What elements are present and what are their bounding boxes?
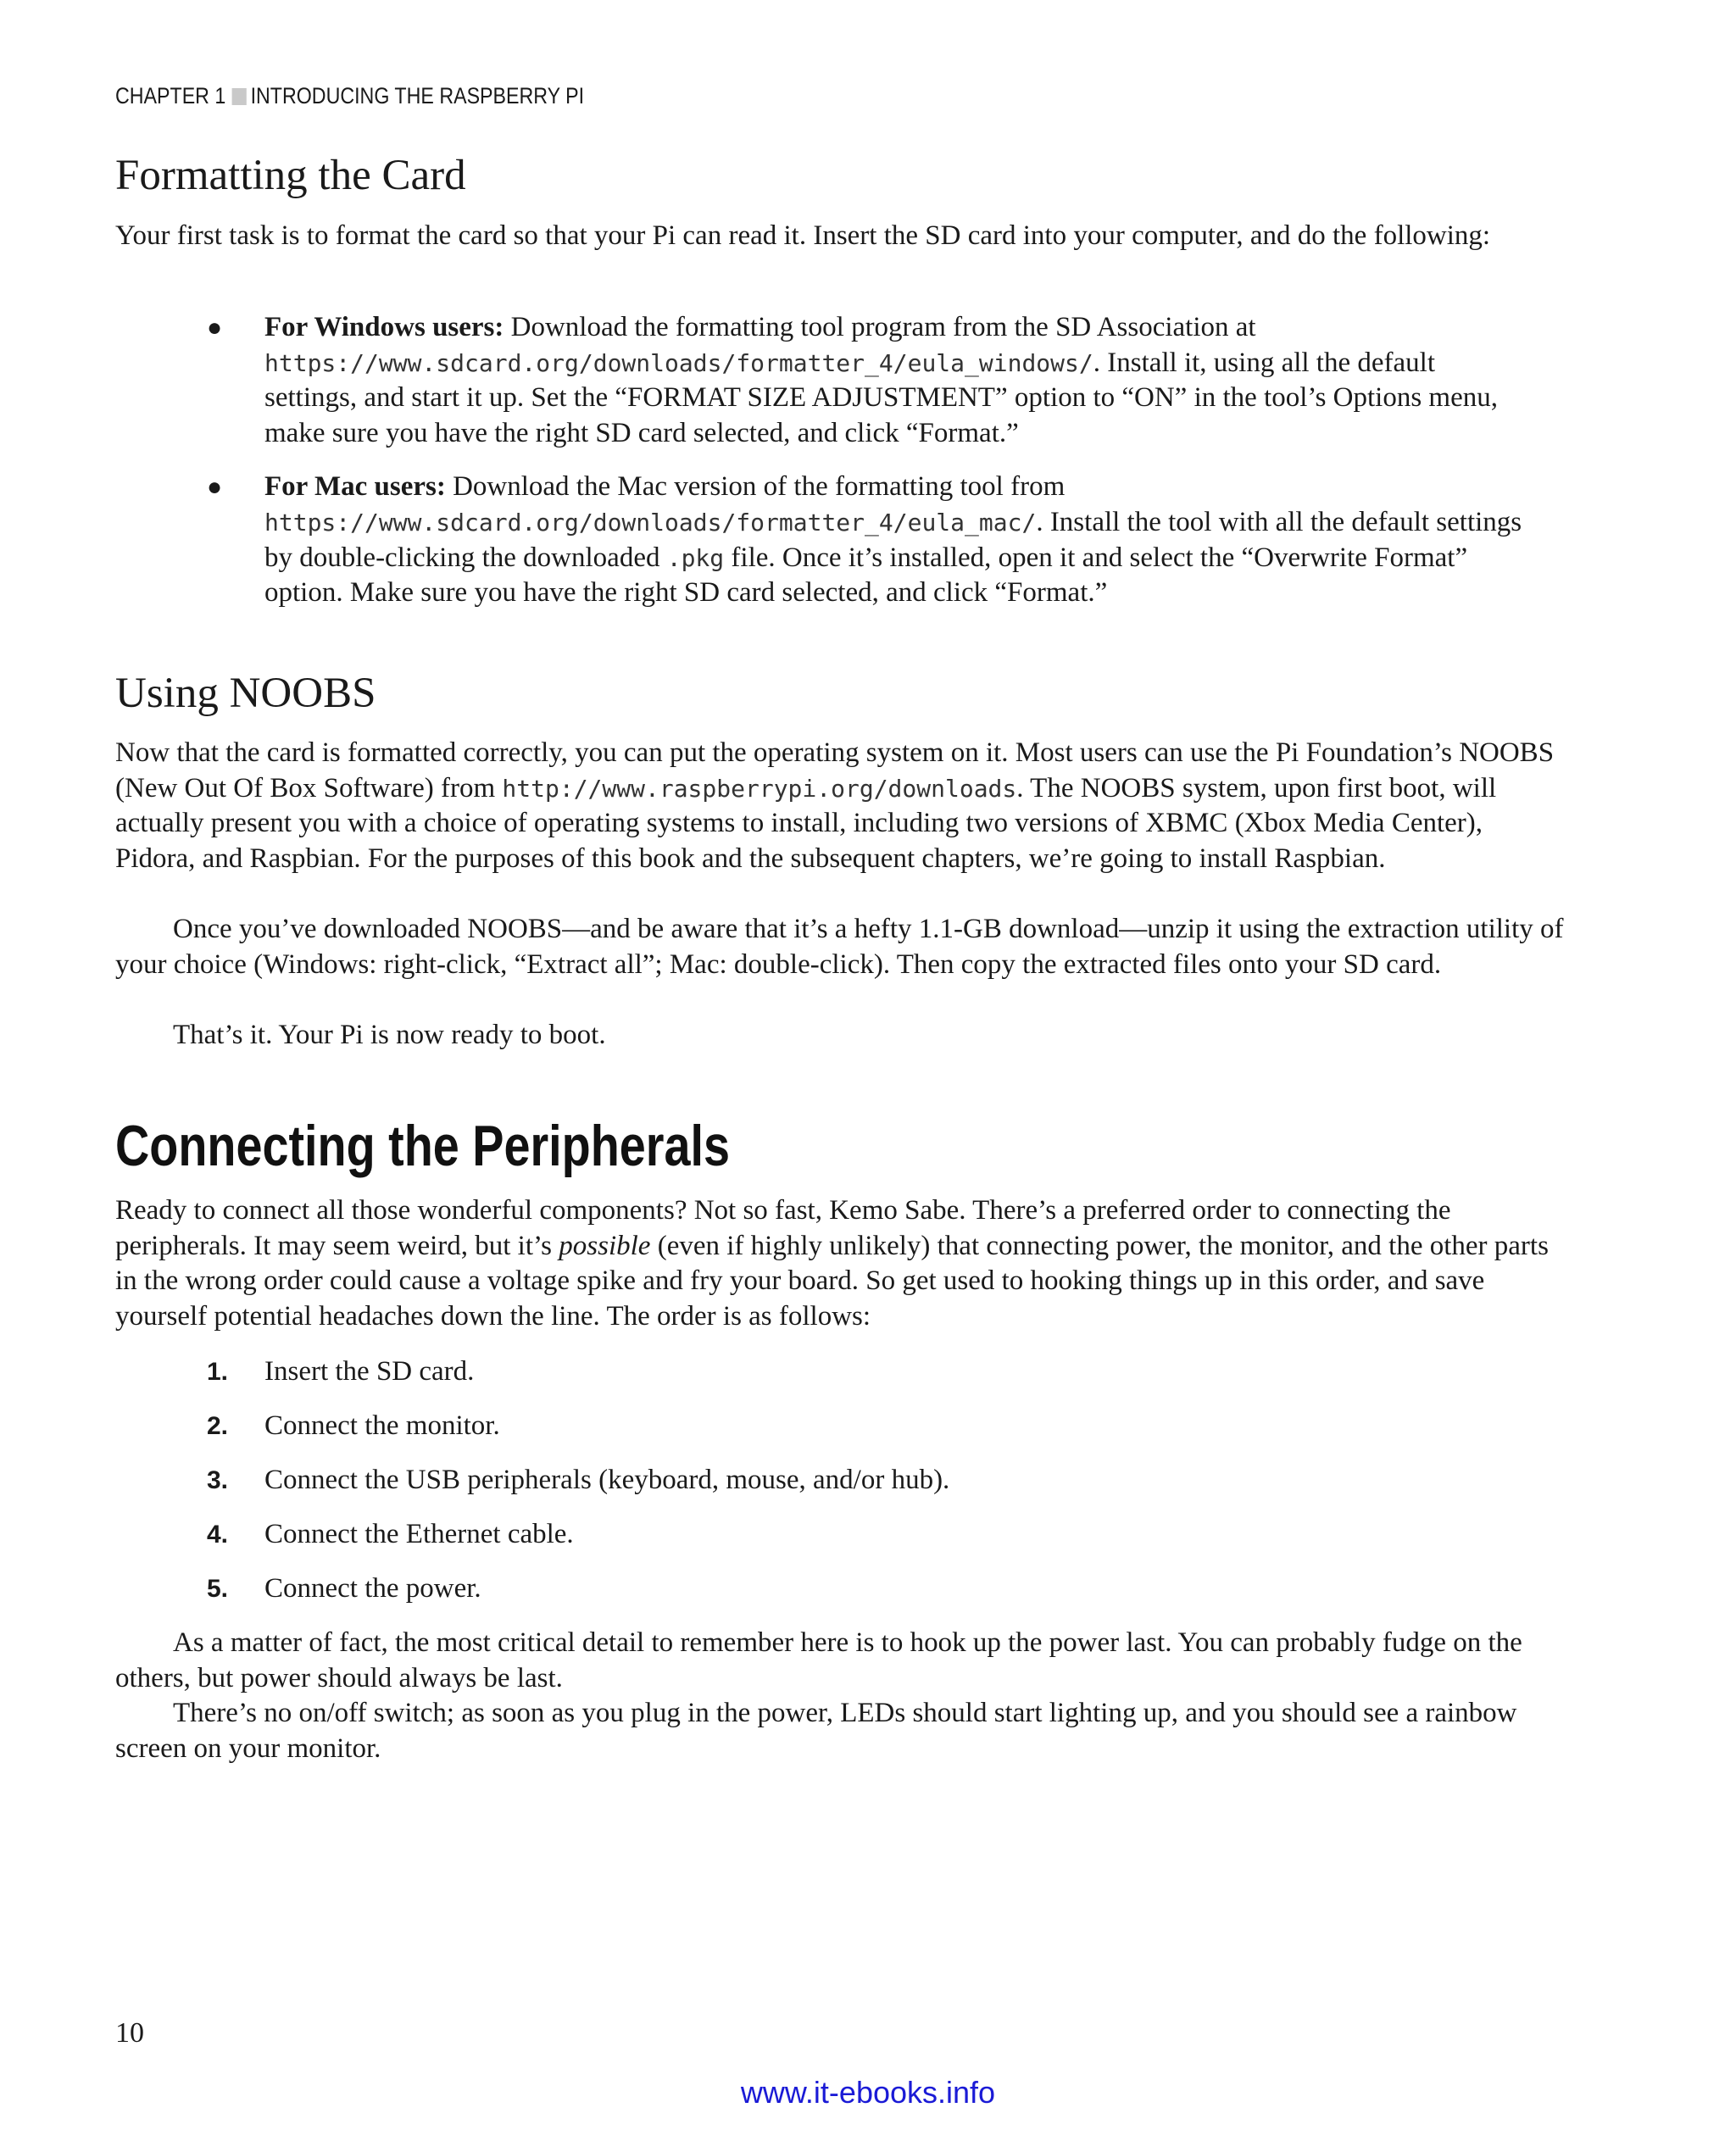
step-text: Connect the USB peripherals (keyboard, mouse, and/or hub). <box>264 1465 950 1495</box>
chapter-title: INTRODUCING THE RASPBERRY PI <box>250 83 585 108</box>
emphasis-text: possible <box>559 1230 651 1261</box>
paragraph-text: Now that the card is formatted correctly, you can put the operating system on it. Most users can use the Pi Foundation’s NOOBS (New Out Of Box Software) from <box>115 737 1555 804</box>
list-item-windows <box>115 310 1527 451</box>
bullet-text: Download the Mac version of the formatting tool from <box>445 471 1066 503</box>
paragraph-peripherals-3: There’s no on/off switch; as soon as you plug in the power, LEDs should start lighting up, and you should see a rainbow screen on your monitor. <box>115 1698 1517 1764</box>
paragraph-text: (even if highly unlikely) that connecting power, the monitor, and the other parts in the wrong order could cause a voltage spike and fry your board. So get used to hooking things up in this order, and save yourself potential headaches down the line. The order is as follows: <box>115 1230 1549 1332</box>
step-number: 3. <box>207 1466 229 1494</box>
paragraph-noobs-1 <box>115 736 1565 876</box>
paragraph-peripherals-2: As a matter of fact, the most critical detail to remember here is to hook up the power last. You can probably fudge on the others, but power should always be last. <box>115 1627 1522 1693</box>
list-item-mac <box>115 470 1527 610</box>
url-link[interactable]: http://www.raspberrypi.org/downloads <box>502 774 1017 803</box>
paragraph-noobs-3: That’s it. Your Pi is now ready to boot. <box>173 1020 606 1050</box>
page-number: 10 <box>115 2017 144 2049</box>
bullet-list-formatting <box>115 310 1565 611</box>
bullet-label: For Mac users: <box>264 471 446 503</box>
list-item <box>115 1409 1565 1463</box>
step-number: 4. <box>207 1521 229 1549</box>
bullet-icon: ● <box>207 473 223 502</box>
paragraph-peripherals-intro <box>115 1193 1565 1334</box>
bullet-text: . Install it, using all the default settings, and start it up. Set the “FORMAT SIZE ADJUSTMENT” option to “ON” in the tool’s Options menu, make sure you have the right SD card selected, and click “Format.” <box>264 347 1498 448</box>
separator-square-icon <box>231 88 246 105</box>
section-heading-formatting: Formatting the Card <box>115 152 466 199</box>
paragraph-text: Ready to connect all those wonderful components? Not so fast, Kemo Sabe. There’s a preferred order to connecting the peripherals. It may seem weird, but it’s <box>115 1195 1451 1261</box>
step-number: 1. <box>207 1358 229 1386</box>
inline-code: .pkg <box>666 543 725 572</box>
section-heading-peripherals: Connecting the Peripherals <box>115 1114 731 1178</box>
list-item <box>115 1571 1565 1626</box>
step-text: Connect the Ethernet cable. <box>264 1519 574 1549</box>
step-text: Connect the monitor. <box>264 1410 500 1441</box>
step-text: Insert the SD card. <box>264 1356 475 1387</box>
step-text: Connect the power. <box>264 1573 481 1604</box>
paragraph-noobs-2: Once you’ve downloaded NOOBS—and be aware that it’s a hefty 1.1-GB download—unzip it using the extraction utility of your choice (Windows: right-click, “Extract all”; Mac: double-click). Then copy the extracted files onto your SD card. <box>115 914 1564 980</box>
bullet-icon: ● <box>207 314 223 342</box>
paragraph-formatting-intro: Your first task is to format the card so that your Pi can read it. Insert the SD card into your computer, and do the following: <box>115 220 1491 251</box>
running-head <box>115 83 584 109</box>
bullet-label: For Windows users: <box>264 312 504 342</box>
paragraph-text: . The NOOBS system, upon first boot, will actually present you with a choice of operating systems to install, including two versions of XBMC (Xbox Media Center), Pidora, and Raspbian. For the purposes of this book and the subsequent chapters, we’re going to install Raspbian. <box>115 772 1497 874</box>
bullet-text: file. Once it’s installed, open it and select the “Overwrite Format” option. Make sure you have the right SD card selected, and click “Format.” <box>264 542 1468 609</box>
bullet-text: Download the formatting tool program from the SD Association at <box>504 312 1256 342</box>
list-item <box>115 1517 1565 1571</box>
section-heading-noobs: Using NOOBS <box>115 670 376 717</box>
numbered-list-steps <box>115 1354 1565 1626</box>
url-link[interactable]: https://www.sdcard.org/downloads/formatter_4/eula_windows/ <box>264 348 1093 377</box>
footer-link[interactable]: www.it-ebooks.info <box>740 2075 996 2110</box>
step-number: 5. <box>207 1575 229 1603</box>
step-number: 2. <box>207 1412 229 1440</box>
chapter-label: CHAPTER 1 <box>115 83 226 108</box>
list-item <box>115 1463 1565 1517</box>
bullet-text: . Install the tool with all the default settings by double-clicking the downloaded <box>264 506 1522 573</box>
url-link[interactable]: https://www.sdcard.org/downloads/formatter_4/eula_mac/ <box>264 508 1037 537</box>
list-item <box>115 1354 1565 1409</box>
